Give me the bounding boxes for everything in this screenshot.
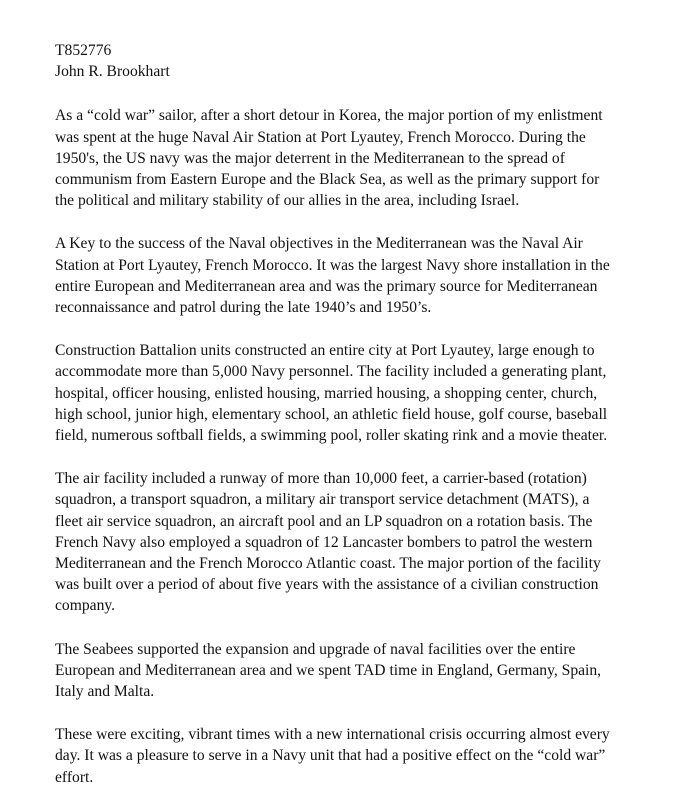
- paragraph-line: 1950's, the US navy was the major deterrent in the Mediterranean to the spread of: [55, 149, 565, 167]
- paragraph-6: [55, 724, 670, 788]
- paragraph-line: was built over a period of about five years with the assistance of a civilian construction: [55, 576, 599, 594]
- paragraph-line: French Navy also employed a squadron of 12 Lancaster bombers to patrol the western: [55, 533, 593, 551]
- document-id: T852776: [55, 42, 112, 59]
- paragraph-1: [55, 105, 670, 211]
- document-header: [55, 40, 670, 82]
- paragraph-line: communism from Eastern Europe and the Black Sea, as well as the primary support for: [55, 171, 600, 189]
- paragraph-line: Italy and Malta.: [55, 683, 155, 701]
- paragraph-line: Construction Battalion units constructed an entire city at Port Lyautey, large enough to: [55, 342, 595, 360]
- paragraph-line: A Key to the success of the Naval objectives in the Mediterranean was the Naval Air: [55, 235, 583, 253]
- paragraph-line: effort.: [55, 768, 94, 786]
- paragraph-3: [55, 340, 670, 446]
- paragraph-line: Station at Port Lyautey, French Morocco. It was the largest Navy shore installation in the: [55, 256, 610, 274]
- paragraph-line: European and Mediterranean area and we spent TAD time in England, Germany, Spain,: [55, 661, 602, 679]
- paragraph-line: As a “cold war” sailor, after a short detour in Korea, the major portion of my enlistment: [55, 107, 603, 125]
- document-page: [55, 40, 670, 788]
- paragraph-line: high school, junior high, elementary school, an athletic field house, golf course, baseball: [55, 405, 608, 423]
- paragraph-line: fleet air service squadron, an aircraft pool and an LP squadron on a rotation basis. The: [55, 512, 593, 530]
- paragraph-line: Mediterranean and the French Morocco Atlantic coast. The major portion of the facility: [55, 555, 601, 573]
- paragraph-line: field, numerous softball fields, a swimming pool, roller skating rink and a movie theater.: [55, 427, 608, 445]
- paragraph-line: hospital, officer housing, enlisted housing, married housing, a shopping center, church,: [55, 384, 598, 402]
- paragraph-line: entire European and Mediterranean area and was the primary source for Mediterranean: [55, 277, 598, 295]
- paragraph-2: [55, 233, 670, 318]
- paragraph-line: The air facility included a runway of more than 10,000 feet, a carrier-based (rotation): [55, 470, 587, 488]
- paragraph-4: [55, 468, 670, 616]
- paragraph-line: the political and military stability of our allies in the area, including Israel.: [55, 192, 520, 210]
- paragraph-line: day. It was a pleasure to serve in a Navy unit that had a positive effect on the “cold war”: [55, 747, 606, 765]
- paragraph-line: squadron, a transport squadron, a military air transport service detachment (MATS), a: [55, 491, 590, 509]
- author-name: John R. Brookhart: [55, 63, 170, 81]
- paragraph-line: reconnaissance and patrol during the late 1940’s and 1950’s.: [55, 299, 432, 317]
- paragraph-line: accommodate more than 5,000 Navy personnel. The facility included a generating plant,: [55, 363, 607, 381]
- paragraph-line: was spent at the huge Naval Air Station at Port Lyautey, French Morocco. During the: [55, 128, 586, 146]
- paragraph-line: These were exciting, vibrant times with a new international crisis occurring almost every: [55, 726, 610, 744]
- paragraph-5: [55, 639, 670, 703]
- paragraph-line: company.: [55, 597, 116, 615]
- paragraph-line: The Seabees supported the expansion and upgrade of naval facilities over the entire: [55, 640, 576, 658]
